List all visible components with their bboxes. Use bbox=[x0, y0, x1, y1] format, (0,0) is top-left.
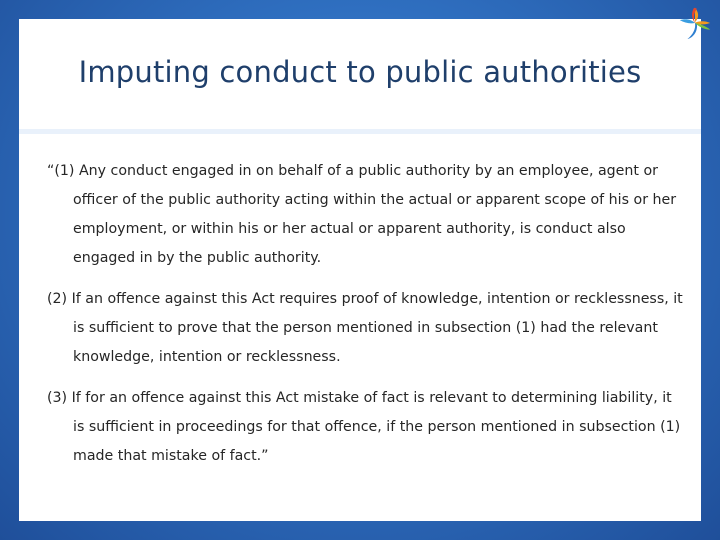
tri-color-swirl-logo-icon bbox=[676, 4, 714, 42]
slide-title: Imputing conduct to public authorities bbox=[78, 55, 642, 89]
paragraph-3: (3) If for an offence against this Act mistake of fact is relevant to determining liability, it is sufficient in proceedings for that offence, if the person mentioned in subsection (1) made that mistake of fact.” bbox=[47, 390, 681, 464]
slide-body bbox=[47, 157, 687, 483]
slide-panel bbox=[19, 19, 701, 521]
paragraph-2: (2) If an offence against this Act requires proof of knowledge, intention or recklessness, it is sufficient to prove that the person mentioned in subsection (1) had the relevant knowledge, intention or recklessness. bbox=[47, 291, 683, 365]
paragraph-1: “(1) Any conduct engaged in on behalf of a public authority by an employee, agent or officer of the public authority acting within the actual or apparent scope of his or her employment, or within his or her actual or apparent authority, is conduct also engaged in by the public authority. bbox=[47, 163, 677, 266]
title-band bbox=[19, 19, 701, 134]
